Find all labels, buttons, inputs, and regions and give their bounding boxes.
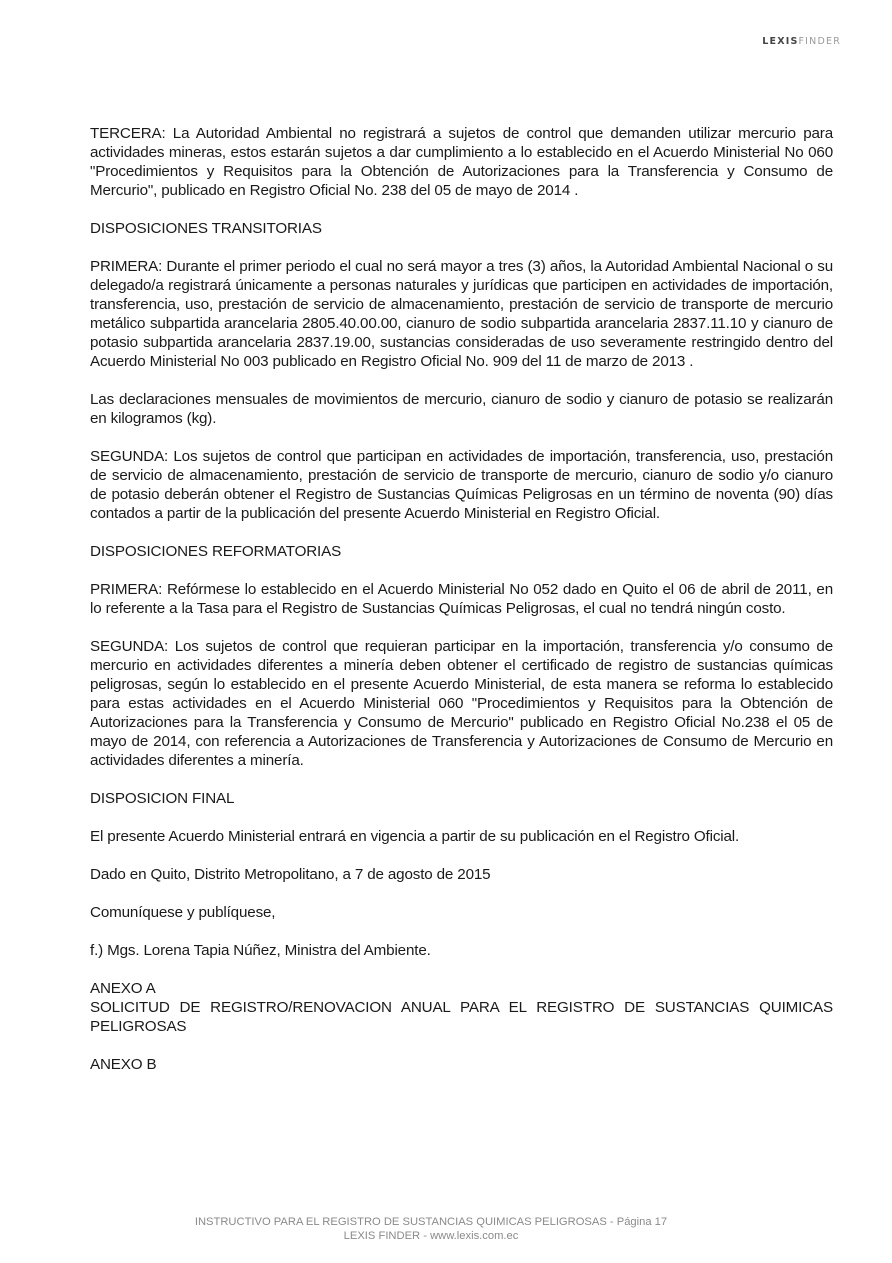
heading-disposiciones-reformatorias: DISPOSICIONES REFORMATORIAS (90, 543, 342, 560)
paragraph-reformatoria-primera: PRIMERA: Refórmese lo establecido en el Acuerdo Ministerial No 052 dado en Quito el 06 de abril de 2011, en lo referente a la Tasa para el Registro de Sustancias Químicas Peligrosas, el cual no tendrá ningún costo. (90, 581, 833, 617)
paragraph-firma: f.) Mgs. Lorena Tapia Núñez, Ministra del Ambiente. (90, 942, 431, 959)
logo-lexis: LEXIS (762, 36, 799, 47)
lexis-finder-logo (762, 36, 841, 47)
heading-disposicion-final: DISPOSICION FINAL (90, 790, 235, 807)
paragraph-transitoria-segunda: SEGUNDA: Los sujetos de control que participan en actividades de importación, transferencia, uso, prestación de servicio de almacenamiento, prestación de servicio de transporte de mercurio, cianuro de sodio y/o cianuro de potasio deberán obtener el Registro de Sustancias Químicas Peligrosas en un término de noventa (90) días contados a partir de la publicación del presente Acuerdo Ministerial en Registro Oficial. (90, 448, 833, 522)
paragraph-reformatoria-segunda: SEGUNDA: Los sujetos de control que requieran participar en la importación, transferencia y/o consumo de mercurio en actividades diferentes a minería deben obtener el certificado de registro de sustancias químicas peligrosas, según lo establecido en el presente Acuerdo Ministerial, de esta manera se reforma lo establecido para estas actividades en el Acuerdo Ministerial 060 "Procedimientos y Requisitos para la Obtención de Autorizaciones para la Transferencia y Consumo de Mercurio" publicado en Registro Oficial No.238 el 05 de mayo de 2014, con referencia a Autorizaciones de Transferencia y Autorizaciones de Consumo de Mercurio en actividades diferentes a minería. (90, 638, 833, 769)
paragraph-tercera: TERCERA: La Autoridad Ambiental no registrará a sujetos de control que demanden utilizar mercurio para actividades mineras, estos estarán sujetos a dar cumplimiento a lo establecido en el Acuerdo Ministerial No 060 "Procedimientos y Requisitos para la Obtención de Autorizaciones para la Transferencia y Consumo de Mercurio", publicado en Registro Oficial No. 238 del 05 de mayo de 2014 . (90, 125, 833, 199)
paragraph-declaraciones-mensuales: Las declaraciones mensuales de movimientos de mercurio, cianuro de sodio y cianuro de potasio se realizarán en kilogramos (kg). (90, 391, 833, 427)
footer-document-title-page: INSTRUCTIVO PARA EL REGISTRO DE SUSTANCIAS QUIMICAS PELIGROSAS - Página 17 (194, 1216, 668, 1228)
heading-anexo-a: ANEXO A (90, 980, 156, 997)
paragraph-dado-en-quito: Dado en Quito, Distrito Metropolitano, a 7 de agosto de 2015 (90, 866, 491, 883)
paragraph-transitoria-primera: PRIMERA: Durante el primer periodo el cual no será mayor a tres (3) años, la Autoridad Ambiental Nacional o su delegado/a registrará únicamente a personas naturales y jurídicas que participen en actividades de importación, transferencia, uso, prestación de servicio de almacenamiento, prestación de servicio de transporte de mercurio metálico subpartida arancelaria 2805.40.00.00, cianuro de sodio subpartida arancelaria 2837.11.10 y cianuro de potasio subpartida arancelaria 2837.19.00, sustancias consideradas de uso severamente restringido dentro del Acuerdo Ministerial No 003 publicado en Registro Oficial No. 909 del 11 de marzo de 2013 . (90, 258, 833, 370)
page-footer (0, 1215, 862, 1243)
heading-disposiciones-transitorias: DISPOSICIONES TRANSITORIAS (90, 220, 322, 237)
logo-finder: FINDER (798, 36, 841, 47)
document-body (90, 124, 833, 1093)
footer-website: LEXIS FINDER - www.lexis.com.ec (343, 1230, 519, 1242)
paragraph-anexo-a-solicitud: SOLICITUD DE REGISTRO/RENOVACION ANUAL PARA EL REGISTRO DE SUSTANCIAS QUIMICAS PELIGROSAS (90, 999, 833, 1035)
paragraph-comuniquese: Comuníquese y publíquese, (90, 904, 276, 921)
heading-anexo-b: ANEXO B (90, 1056, 157, 1073)
paragraph-vigencia: El presente Acuerdo Ministerial entrará en vigencia a partir de su publicación en el Registro Oficial. (90, 828, 740, 845)
